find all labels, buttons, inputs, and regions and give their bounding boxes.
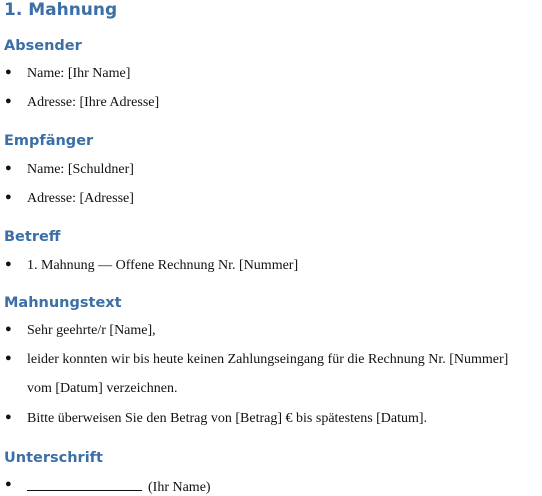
section-heading-absender: Absender [4, 38, 82, 54]
section-heading-mahnungstext: Mahnungstext [4, 295, 122, 311]
section-heading-empfaenger: Empfänger [4, 133, 94, 149]
section-heading-unterschrift: Unterschrift [4, 450, 103, 466]
document-title: 1. Mahnung [4, 0, 118, 20]
list-item-text: Name: [Ihr Name] [27, 66, 131, 81]
list-item-text: Sehr geehrte/r [Name], [27, 323, 156, 338]
bullet-icon: ● [5, 258, 12, 270]
list-item-text: Adresse: [Ihre Adresse] [27, 95, 160, 110]
bullet-icon: ● [5, 352, 12, 364]
bullet-icon: ● [5, 323, 12, 335]
list-item-text: Name: [Schuldner] [27, 162, 134, 177]
bullet-icon: ● [5, 162, 12, 174]
bullet-icon: ● [5, 95, 12, 107]
bullet-icon: ● [5, 191, 12, 203]
bullet-icon: ● [5, 66, 12, 78]
signature-entry [27, 478, 211, 496]
list-item-text: 1. Mahnung — Offene Rechnung Nr. [Nummer] [27, 258, 299, 273]
section-heading-betreff: Betreff [4, 229, 61, 245]
list-item-text: Bitte überweisen Sie den Betrag von [Betrag] € bis spätestens [Datum]. [27, 411, 428, 426]
bullet-icon: ● [5, 411, 12, 423]
list-item-text: vom [Datum] verzeichnen. [27, 381, 178, 396]
bullet-icon: ● [5, 478, 12, 490]
signature-name: (Ihr Name) [148, 480, 211, 495]
list-item-text: Adresse: [Adresse] [27, 191, 134, 206]
list-item-text: leider konnten wir bis heute keinen Zahlungseingang für die Rechnung Nr. [Nummer] [27, 352, 509, 367]
signature-line [27, 478, 142, 491]
